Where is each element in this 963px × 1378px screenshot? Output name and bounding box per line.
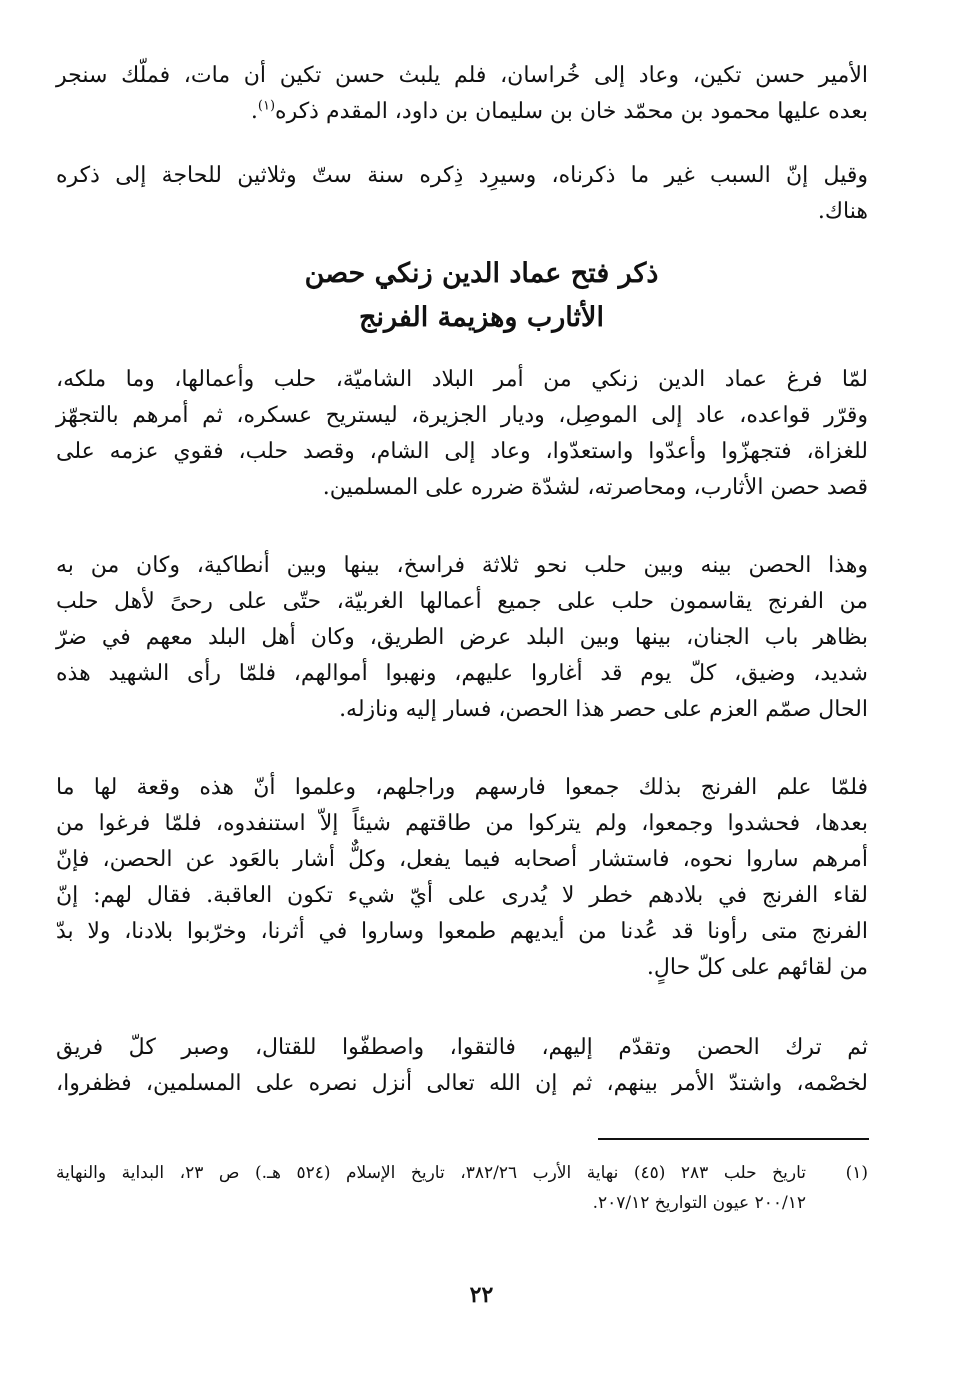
section-heading — [0, 252, 963, 340]
footnote-body — [56, 1158, 806, 1218]
footnote-line-2: ٢٠٠/١٢ عيون التواريخ ٢٠٧/١٢. — [592, 1193, 806, 1213]
intro-paragraph — [56, 58, 868, 130]
paragraph-2-line-4: شديد، وضيق، كلّ يوم قد أغاروا عليهم، ونهبوا أموالهم، فلمّا رأى الشهيد هذه — [56, 661, 868, 686]
footnote-reference: (١) — [257, 98, 276, 114]
intro-line-2-text: بعده عليها محمود بن محمّد خان بن سليمان بن داود، المقدم ذكره — [275, 99, 868, 124]
paragraph-1 — [56, 362, 868, 506]
heading-line-2: الأثارب وهزيمة الفرنج — [359, 302, 604, 333]
paragraph-1-line-4: قصد حصن الأثارب، ومحاصرته، لشدّة ضرره على المسلمين. — [322, 475, 868, 500]
paragraph-3-line-5: الفرنج متى رأونا قد عُدنا من أيديهم طمعوا وساروا في أثرنا، وخرّبوا بلادنا، ولا بدّ — [56, 919, 868, 944]
intro2-paragraph — [56, 158, 868, 230]
paragraph-2 — [56, 548, 868, 728]
paragraph-2-line-5: الحال صمّم العزم على حصر هذا الحصن، فسار إليه ونازله. — [339, 697, 868, 722]
page-number: ٢٢ — [469, 1282, 494, 1308]
footnote — [56, 1158, 868, 1218]
paragraph-3 — [56, 770, 868, 986]
paragraph-3-line-2: بعدها، فحشدوا وجمعوا، ولم يتركوا من طاقتهم شيئاً إلاّ استنفدوه، فلمّا فرغوا من — [56, 811, 868, 836]
intro2-line-2: هناك. — [817, 199, 868, 224]
footnote-line-1: تاريخ حلب ٢٨٣ (٤٥) نهاية الأرب ٣٨٢/٢٦، تاريخ الإسلام (٥٢٤ هـ.) ص ٢٣، البداية والنهاية — [56, 1163, 806, 1183]
footnote-divider — [598, 1138, 869, 1140]
intro-line-2 — [56, 94, 868, 130]
paragraph-1-line-3: للغزاة، فتجهزّوا وأعدّوا واستعدّوا، وعاد إلى الشام، وقصد حلب، فقوي عزمه على — [56, 439, 868, 464]
paragraph-4-line-2: لخصْمه، واشتدّ الأمر بينهم، ثم إن الله تعالى أنزل نصره على المسلمين، فظفروا، — [56, 1071, 868, 1096]
paragraph-3-line-6: من لقائهم على كلّ حالٍ. — [646, 955, 868, 980]
paragraph-4 — [56, 1030, 868, 1102]
footnote-marker: (١) — [845, 1163, 868, 1183]
paragraph-4-line-1: ثم ترك الحصن وتقدّم إليهم، فالتقوا، واصطفّوا للقتال، وصبر كلّ فريق — [56, 1035, 868, 1060]
paragraph-3-line-3: أمرهم ساروا نحوه، فاستشار أصحابه فيما يفعل، وكلٌّ أشار بالعَود عن الحصن، فإنّ — [56, 847, 868, 872]
paragraph-3-line-1: فلمّا علم الفرنج بذلك جمعوا فارسهم وراجلهم، وعلموا أنّ هذه وقعة لها ما — [56, 775, 868, 800]
heading-line-1: ذكر فتح عماد الدين زنكي حصن — [304, 258, 659, 289]
intro-line-2-end: . — [250, 99, 258, 124]
intro2-line-1: وقيل إنّ السبب غير ما ذكرناه، وسيرِد ذِكره سنة ستّ وثلاثين للحاجة إلى ذكره — [56, 163, 868, 188]
paragraph-1-line-2: وقرّر قواعده، عاد إلى الموصِل، وديار الجزيرة، ليستريح عسكره، ثم أمرهم بالتجهّز — [56, 403, 868, 428]
paragraph-2-line-2: من الفرنج يقاسمون حلب على جميع أعمالها الغربيّة، حتّى على رحىً لأهل حلب — [56, 589, 868, 614]
intro-line-1: الأمير حسن تكين، وعاد إلى خُراسان، فلم يلبث حسن تكين أن مات، فملّك سنجر — [56, 63, 868, 88]
paragraph-2-line-3: بظاهر باب الجنان، بينها وبين البلد عرض الطريق، وكان أهل البلد معهم في ضرّ — [56, 625, 868, 650]
paragraph-2-line-1: وهذا الحصن بينه وبين حلب نحو ثلاثة فراسخ، بينها وبين أنطاكية، وكان من به — [56, 553, 868, 578]
paragraph-1-line-1: لمّا فرغ عماد الدين زنكي من أمر البلاد الشاميّة، حلب وأعمالها، وما ملكه، — [56, 367, 868, 392]
paragraph-3-line-4: لقاء الفرنج في بلادهم خطر لا يُدرى على أيّ شيء تكون العاقبة. فقال لهم: إنّ — [56, 883, 868, 908]
